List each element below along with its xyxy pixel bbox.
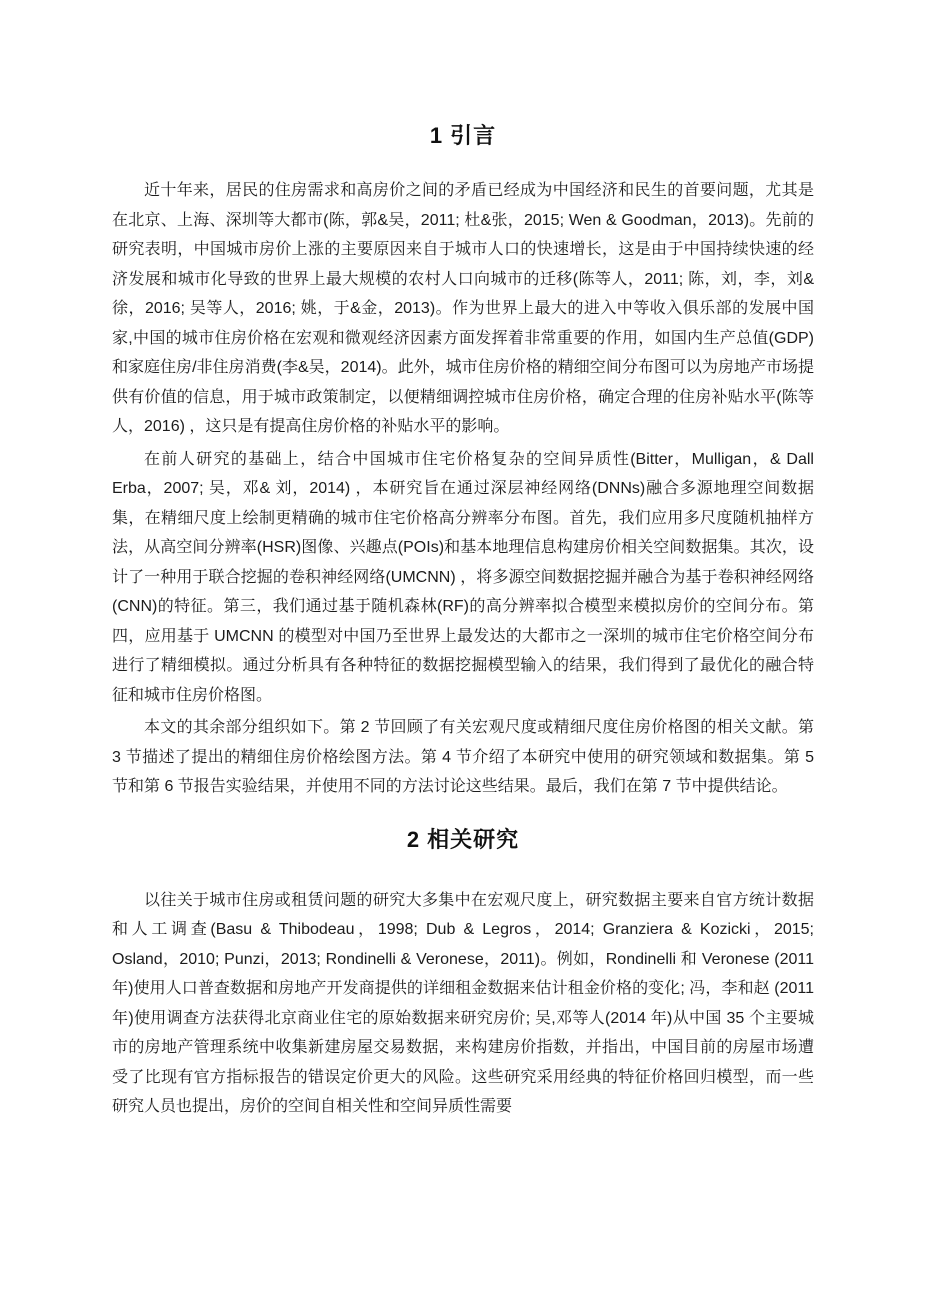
section-1-paragraph-1: 近十年来，居民的住房需求和高房价之间的矛盾已经成为中国经济和民生的首要问题，尤其是在北京、上海、深圳等大都市(陈，郭&吴，2011; 杜&张，2015; Wen & Goodman，2013)。先前的研究表明，中国城市房价上涨的主要原因来自于城市人口的快速增长，这是由于中国持续快速的经济发展和城市化导致的世界上最大规模的农村人口向城市的迁移(陈等人，2011; 陈，刘，李，刘&徐，2016; 吴等人，2016; 姚，于&金，2013)。作为世界上最大的进入中等收入俱乐部的发展中国家,中国的城市住房价格在宏观和微观经济因素方面发挥着非常重要的作用，如国内生产总值(GDP)和家庭住房/非住房消费(李&吴，2014)。此外，城市住房价格的精细空间分布图可以为房地产市场提供有价值的信息，用于城市政策制定，以便精细调控城市住房价格，确定合理的住房补贴水平(陈等人，2016) ，这只是有提高住房价格的补贴水平的影响。: [112, 182, 814, 435]
section-1-paragraph-3: 本文的其余部分组织如下。第 2 节回顾了有关宏观尺度或精细尺度住房价格图的相关文献。第 3 节描述了提出的精细住房价格绘图方法。第 4 节介绍了本研究中使用的研究领域和数据集。第 5 节和第 6 节报告实验结果，并使用不同的方法讨论这些结果。最后，我们在第 7 节中提供结论。: [112, 719, 814, 795]
section-2-paragraph-1: 以往关于城市住房或租赁问题的研究大多集中在宏观尺度上，研究数据主要来自官方统计数据和人工调查(Basu & Thibodeau，1998; Dub & Legros，2014; Granziera & Kozicki，2015; Osland，2010; Punzi，2013; Rondinelli & Veronese，2011)。例如，Rondinelli 和 Veronese (2011年)使用人口普查数据和房地产开发商提供的详细租金数据来估计租金价格的变化; 冯，李和赵 (2011年)使用调查方法获得北京商业住宅的原始数据来研究房价; 吴,邓等人(2014 年)从中国 35 个主要城市的房地产管理系统中收集新建房屋交易数据，来构建房价指数，并指出，中国目前的房屋市场遭受了比现有官方指标报告的错误定价更大的风险。这些研究采用经典的特征价格回归模型，而一些研究人员也提出，房价的空间自相关性和空间异质性需要: [112, 891, 814, 1115]
section-1-heading: 1 引言: [429, 123, 497, 148]
section-1-paragraph-2: 在前人研究的基础上，结合中国城市住宅价格复杂的空间异质性(Bitter，Mulligan，& Dall Erba，2007; 吴，邓& 刘，2014) ，本研究旨在通过深层神经网络(DNNs)融合多源地理空间数据集，在精细尺度上绘制更精确的城市住宅价格高分辨率分布图。首先，我们应用多尺度随机抽样方法，从高空间分辨率(HSR)图像、兴趣点(POIs)和基本地理信息构建房价相关空间数据集。其次，设计了一种用于联合挖掘的卷积神经网络(UMCNN) ，将多源空间数据挖掘并融合为基于卷积神经网络(CNN)的特征。第三，我们通过基于随机森林(RF)的高分辨率拟合模型来模拟房价的空间分布。第四，应用基于 UMCNN 的模型对中国乃至世界上最发达的大都市之一深圳的城市住宅价格空间分布进行了精细模拟。通过分析具有各种特征的数据挖掘模型输入的结果，我们得到了最优化的融合特征和城市住房价格图。: [112, 450, 814, 704]
section-2-heading: 2 相关研究: [406, 826, 520, 852]
